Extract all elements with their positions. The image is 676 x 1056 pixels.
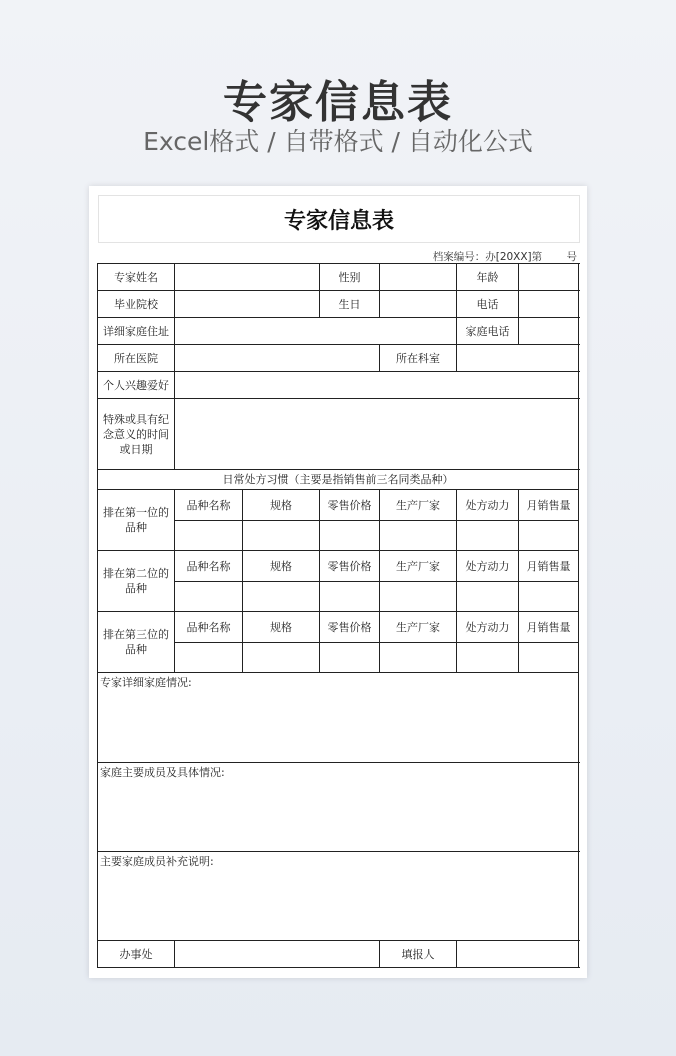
- form-sheet: [89, 186, 587, 978]
- rank-1-variety-name[interactable]: [175, 521, 243, 551]
- rank-3-monthly-sales[interactable]: [519, 643, 579, 673]
- label-office: 办事处: [98, 941, 175, 968]
- rank-3-retail-price[interactable]: [320, 643, 380, 673]
- label-hobbies: 个人兴趣爱好: [98, 372, 175, 399]
- value-phone[interactable]: [519, 291, 579, 318]
- rank-3-prescription-motive[interactable]: [457, 643, 519, 673]
- label-phone: 电话: [457, 291, 519, 318]
- row-basic-1: [98, 264, 579, 291]
- row-footer: [98, 941, 579, 968]
- row-hobbies: [98, 372, 579, 399]
- row-family-supplement: [98, 852, 579, 941]
- label-address: 详细家庭住址: [98, 318, 175, 345]
- rank-1-label: 排在第一位的品种: [98, 490, 175, 551]
- row-hospital: [98, 345, 579, 372]
- value-home-phone[interactable]: [519, 318, 579, 345]
- value-office[interactable]: [175, 941, 380, 968]
- family-detail-area[interactable]: [98, 673, 579, 763]
- rank-3-variety-name[interactable]: [175, 643, 243, 673]
- value-filler[interactable]: [457, 941, 579, 968]
- rank-3-spec[interactable]: [243, 643, 320, 673]
- col-monthly-sales: 月销售量: [519, 490, 579, 521]
- value-special-dates[interactable]: [175, 399, 579, 470]
- rank-2-label: 排在第二位的品种: [98, 551, 175, 612]
- hero-subtitle: Excel格式 / 自带格式 / 自动化公式: [143, 127, 533, 156]
- rank-2-spec[interactable]: [243, 582, 320, 612]
- rank-2-prescription-motive[interactable]: [457, 582, 519, 612]
- col-prescription-motive: 处方动力: [457, 612, 519, 643]
- family-detail-label: 专家详细家庭情况:: [100, 676, 192, 689]
- label-filler: 填报人: [380, 941, 457, 968]
- col-variety-name: 品种名称: [175, 551, 243, 582]
- rank-1-manufacturer[interactable]: [380, 521, 457, 551]
- rank-3-header-row: [98, 612, 579, 643]
- col-variety-name: 品种名称: [175, 490, 243, 521]
- col-monthly-sales: 月销售量: [519, 551, 579, 582]
- label-department: 所在科室: [380, 345, 457, 372]
- col-retail-price: 零售价格: [320, 551, 380, 582]
- col-spec: 规格: [243, 612, 320, 643]
- row-family-detail: [98, 673, 579, 763]
- rank-2-monthly-sales[interactable]: [519, 582, 579, 612]
- label-gender: 性别: [320, 264, 380, 291]
- col-prescription-motive: 处方动力: [457, 551, 519, 582]
- rank-2-header-row: [98, 551, 579, 582]
- value-department[interactable]: [457, 345, 579, 372]
- col-prescription-motive: 处方动力: [457, 490, 519, 521]
- value-age[interactable]: [519, 264, 579, 291]
- col-variety-name: 品种名称: [175, 612, 243, 643]
- label-school: 毕业院校: [98, 291, 175, 318]
- value-hobbies[interactable]: [175, 372, 579, 399]
- col-spec: 规格: [243, 551, 320, 582]
- col-monthly-sales: 月销售量: [519, 612, 579, 643]
- row-basic-2: [98, 291, 579, 318]
- rank-2-variety-name[interactable]: [175, 582, 243, 612]
- rank-1-header-row: [98, 490, 579, 521]
- rank-2-manufacturer[interactable]: [380, 582, 457, 612]
- value-birthday[interactable]: [380, 291, 457, 318]
- family-supplement-label: 主要家庭成员补充说明:: [100, 855, 214, 868]
- rank-1-prescription-motive[interactable]: [457, 521, 519, 551]
- family-supplement-area[interactable]: [98, 852, 579, 941]
- value-name[interactable]: [175, 264, 320, 291]
- row-address: [98, 318, 579, 345]
- rank-1-spec[interactable]: [243, 521, 320, 551]
- label-special-dates: 特殊或具有纪念意义的时间或日期: [98, 399, 175, 470]
- col-manufacturer: 生产厂家: [380, 490, 457, 521]
- col-retail-price: 零售价格: [320, 490, 380, 521]
- label-name: 专家姓名: [98, 264, 175, 291]
- hero-title: 专家信息表: [223, 77, 453, 128]
- value-address[interactable]: [175, 318, 457, 345]
- row-special-dates: [98, 399, 579, 470]
- rank-1-monthly-sales[interactable]: [519, 521, 579, 551]
- rank-1-retail-price[interactable]: [320, 521, 380, 551]
- row-prescription-title: [98, 470, 579, 490]
- label-birthday: 生日: [320, 291, 380, 318]
- sheet-title: 专家信息表: [98, 195, 580, 243]
- label-home-phone: 家庭电话: [457, 318, 519, 345]
- label-age: 年龄: [457, 264, 519, 291]
- label-hospital: 所在医院: [98, 345, 175, 372]
- rank-3-manufacturer[interactable]: [380, 643, 457, 673]
- value-school[interactable]: [175, 291, 320, 318]
- prescription-section-title: 日常处方习惯（主要是指销售前三名同类品种）: [98, 470, 579, 490]
- rank-2-retail-price[interactable]: [320, 582, 380, 612]
- family-members-area[interactable]: [98, 763, 579, 852]
- row-family-members: [98, 763, 579, 852]
- expert-info-table: [97, 263, 579, 968]
- value-hospital[interactable]: [175, 345, 380, 372]
- document-number: 档案编号：办[20XX]第 号: [432, 251, 577, 263]
- family-members-label: 家庭主要成员及具体情况:: [100, 766, 225, 779]
- rank-3-label: 排在第三位的品种: [98, 612, 175, 673]
- col-retail-price: 零售价格: [320, 612, 380, 643]
- value-gender[interactable]: [380, 264, 457, 291]
- col-manufacturer: 生产厂家: [380, 612, 457, 643]
- col-spec: 规格: [243, 490, 320, 521]
- col-manufacturer: 生产厂家: [380, 551, 457, 582]
